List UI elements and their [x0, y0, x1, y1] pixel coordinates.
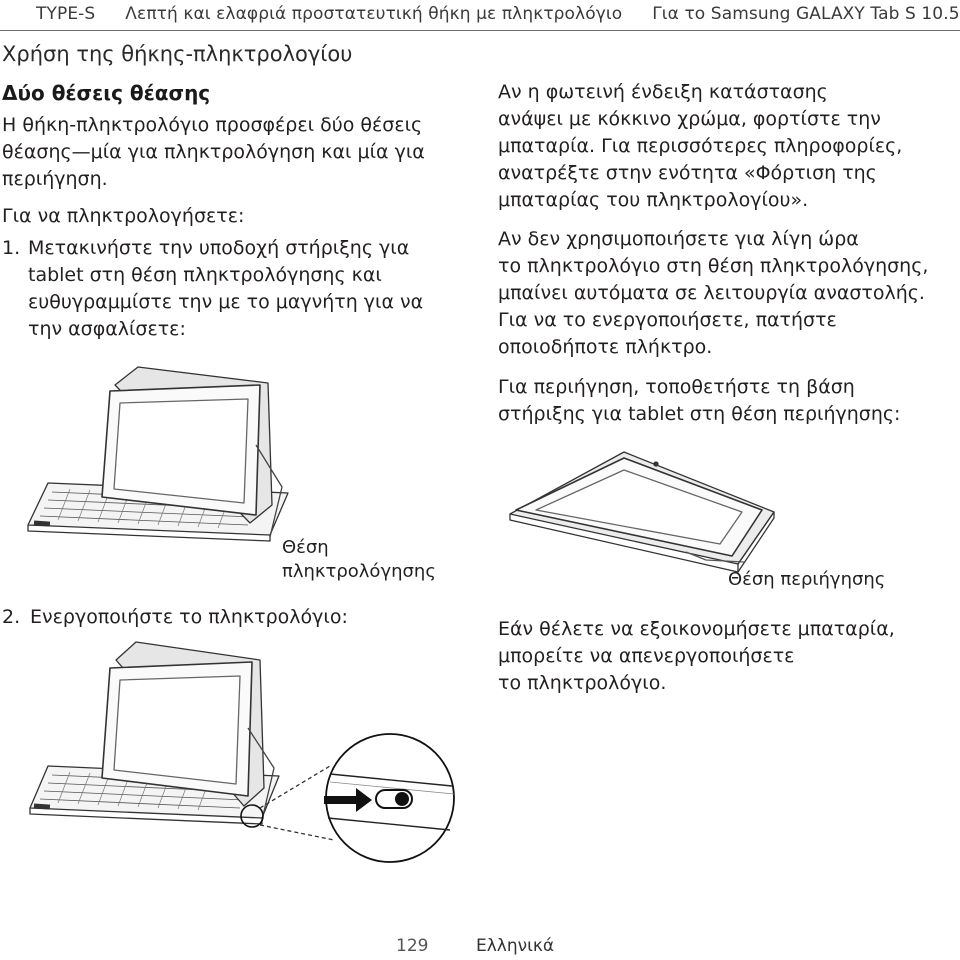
power-line: μπορείτε να απενεργοποιήσετε: [498, 645, 795, 667]
power-paragraph: [498, 616, 895, 697]
sleep-line: το πληκτρολόγιο στη θέση πληκτρολόγησης,: [498, 255, 929, 277]
intro-line: θέασης—μία για πληκτρολόγηση και μία για: [2, 141, 425, 163]
sleep-line: Για να το ενεργοποιήσετε, πατήστε: [498, 309, 837, 331]
battery-line: ανατρέξτε στην ενότητα «Φόρτιση της: [498, 162, 877, 184]
intro-line: Η θήκη-πληκτρολόγιο προσφέρει δύο θέσεις: [2, 114, 423, 136]
power-on-illustration: [24, 638, 474, 858]
browse-line: Για περιήγηση, τοποθετήστε τη βάση: [498, 376, 855, 398]
step2-number: 2.: [2, 606, 21, 628]
intro-line: περιήγηση.: [2, 168, 108, 190]
section-title: Χρήση της θήκης-πληκτρολογίου: [2, 42, 353, 66]
subheading: Δύο θέσεις θέασης: [2, 81, 211, 105]
typing-position-illustration: [20, 355, 300, 545]
running-header: [36, 4, 960, 24]
battery-line: ανάψει με κόκκινο χρώμα, φορτίστε την: [498, 108, 881, 130]
step1-line: ευθυγραμμίστε την με το μαγνήτη για να: [28, 291, 424, 313]
power-line: Εάν θέλετε να εξοικονομήσετε μπαταρία,: [498, 618, 895, 640]
header-device: Για το Samsung GALAXY Tab S 10.5: [652, 4, 960, 24]
sleep-line: οποιοδήποτε πλήκτρο.: [498, 336, 713, 358]
step2-text: Ενεργοποιήστε το πληκτρολόγιο:: [30, 606, 348, 628]
caption-line: πληκτρολόγησης: [282, 561, 436, 582]
battery-paragraph: [498, 79, 902, 214]
intro-paragraph: [2, 112, 425, 193]
footer-language: Ελληνικά: [476, 936, 555, 956]
typing-intro: Για να πληκτρολογήσετε:: [2, 205, 245, 227]
sleep-paragraph: [498, 226, 928, 361]
step1-text: [28, 235, 423, 343]
header-product: TYPE-S: [36, 4, 96, 24]
browse-paragraph: [498, 374, 900, 428]
header-description: Λεπτή και ελαφριά προστατευτική θήκη με πληκτρολόγιο: [125, 4, 623, 24]
battery-line: μπαταρίας του πληκτρολογίου».: [498, 189, 809, 211]
battery-line: Αν η φωτεινή ένδειξη κατάστασης: [498, 81, 828, 103]
power-line: το πληκτρολόγιο.: [498, 672, 667, 694]
power-switch-icon: [376, 790, 412, 808]
browse-position-illustration: [506, 440, 776, 580]
sleep-line: μπαίνει αυτόματα σε λειτουργία αναστολής.: [498, 282, 925, 304]
browse-line: στήριξης για tablet στη θέση περιήγησης:: [498, 403, 901, 425]
step1-number: 1.: [2, 237, 21, 259]
typing-position-caption: [282, 536, 436, 584]
caption-line: Θέση: [282, 537, 329, 558]
browse-position-caption: Θέση περιήγησης: [728, 569, 886, 590]
page-number: 129: [396, 936, 429, 956]
step1-line: tablet στη θέση πληκτρολόγησης και: [28, 264, 382, 286]
step1-line: την ασφαλίσετε:: [28, 318, 186, 340]
step1-line: Μετακινήστε την υποδοχή στήριξης για: [28, 237, 410, 259]
sleep-line: Αν δεν χρησιμοποιήσετε για λίγη ώρα: [498, 228, 859, 250]
header-rule: [0, 30, 960, 31]
battery-line: μπαταρία. Για περισσότερες πληροφορίες,: [498, 135, 903, 157]
